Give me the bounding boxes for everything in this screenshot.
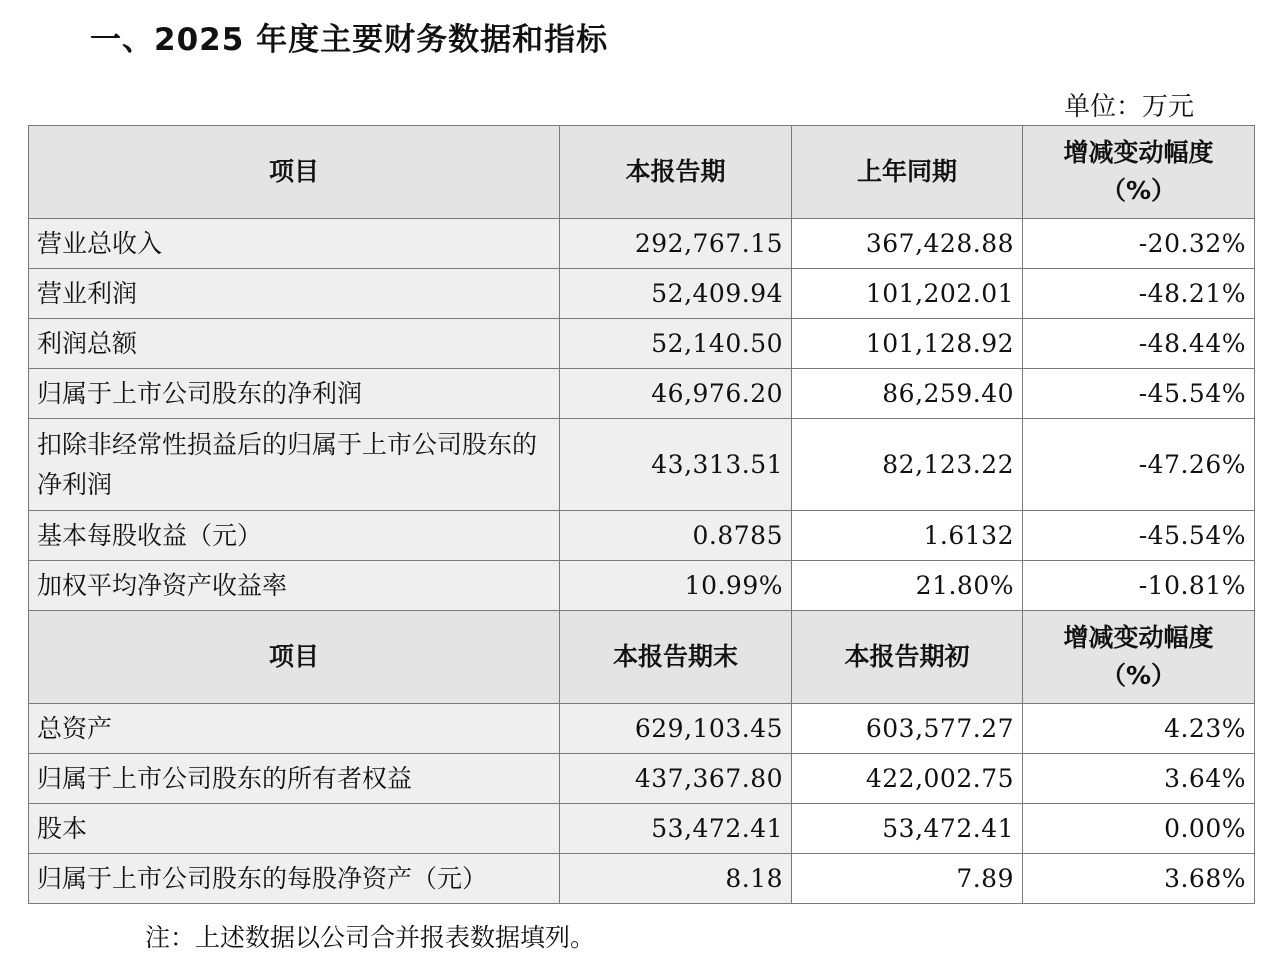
header-change-label: 增减变动幅度 [1063, 138, 1214, 167]
row-change: -10.81% [1023, 561, 1255, 611]
row-item: 股本 [29, 804, 560, 854]
row-current: 46,976.20 [560, 369, 792, 419]
row-current: 292,767.15 [560, 219, 792, 269]
row-change: 0.00% [1023, 804, 1255, 854]
row-change: -47.26% [1023, 419, 1255, 511]
financial-data-table [28, 125, 1255, 904]
table-row [29, 511, 1255, 561]
row-change: 3.64% [1023, 754, 1255, 804]
table-row [29, 854, 1255, 904]
row-previous: 86,259.40 [792, 369, 1023, 419]
row-item: 归属于上市公司股东的净利润 [29, 369, 560, 419]
row-current: 437,367.80 [560, 754, 792, 804]
document-title: 一、2025 年度主要财务数据和指标 [90, 22, 609, 58]
unit-label: 单位：万元 [1063, 92, 1194, 122]
row-item: 营业利润 [29, 269, 560, 319]
row-current: 629,103.45 [560, 704, 792, 754]
table-row [29, 369, 1255, 419]
table-row [29, 704, 1255, 754]
row-change: -48.44% [1023, 319, 1255, 369]
header-change [1023, 611, 1255, 704]
row-change: -48.21% [1023, 269, 1255, 319]
header-previous-period: 上年同期 [792, 126, 1023, 219]
row-previous: 21.80% [792, 561, 1023, 611]
header-change-unit: （%） [1100, 176, 1177, 205]
header-current-period: 本报告期 [560, 126, 792, 219]
row-item: 利润总额 [29, 319, 560, 369]
row-item: 营业总收入 [29, 219, 560, 269]
row-item: 归属于上市公司股东的所有者权益 [29, 754, 560, 804]
row-item: 总资产 [29, 704, 560, 754]
header-item: 项目 [29, 126, 560, 219]
row-previous: 53,472.41 [792, 804, 1023, 854]
row-change: -45.54% [1023, 369, 1255, 419]
table-row [29, 269, 1255, 319]
row-current: 8.18 [560, 854, 792, 904]
row-previous: 7.89 [792, 854, 1023, 904]
row-current: 53,472.41 [560, 804, 792, 854]
header-change [1023, 126, 1255, 219]
table-header-row [29, 126, 1255, 219]
row-previous: 101,202.01 [792, 269, 1023, 319]
row-item: 归属于上市公司股东的每股净资产（元） [29, 854, 560, 904]
row-previous: 422,002.75 [792, 754, 1023, 804]
table-row [29, 419, 1255, 511]
row-previous: 101,128.92 [792, 319, 1023, 369]
row-previous: 603,577.27 [792, 704, 1023, 754]
row-item: 扣除非经常性损益后的归属于上市公司股东的净利润 [29, 419, 560, 511]
row-previous: 82,123.22 [792, 419, 1023, 511]
row-current: 52,140.50 [560, 319, 792, 369]
footnote: 注：上述数据以公司合并报表数据填列。 [145, 923, 596, 952]
table-row [29, 319, 1255, 369]
row-change: -45.54% [1023, 511, 1255, 561]
table-header-row [29, 611, 1255, 704]
header-change-label: 增减变动幅度 [1063, 623, 1214, 652]
row-current: 10.99% [560, 561, 792, 611]
table-row [29, 561, 1255, 611]
row-current: 52,409.94 [560, 269, 792, 319]
row-current: 0.8785 [560, 511, 792, 561]
row-change: -20.32% [1023, 219, 1255, 269]
row-current: 43,313.51 [560, 419, 792, 511]
header-period-end: 本报告期末 [560, 611, 792, 704]
row-change: 3.68% [1023, 854, 1255, 904]
table-row [29, 804, 1255, 854]
row-item: 基本每股收益（元） [29, 511, 560, 561]
table-row [29, 219, 1255, 269]
row-previous: 367,428.88 [792, 219, 1023, 269]
row-change: 4.23% [1023, 704, 1255, 754]
header-period-start: 本报告期初 [792, 611, 1023, 704]
header-item: 项目 [29, 611, 560, 704]
table-row [29, 754, 1255, 804]
row-item: 加权平均净资产收益率 [29, 561, 560, 611]
header-change-unit: （%） [1100, 661, 1177, 690]
row-previous: 1.6132 [792, 511, 1023, 561]
